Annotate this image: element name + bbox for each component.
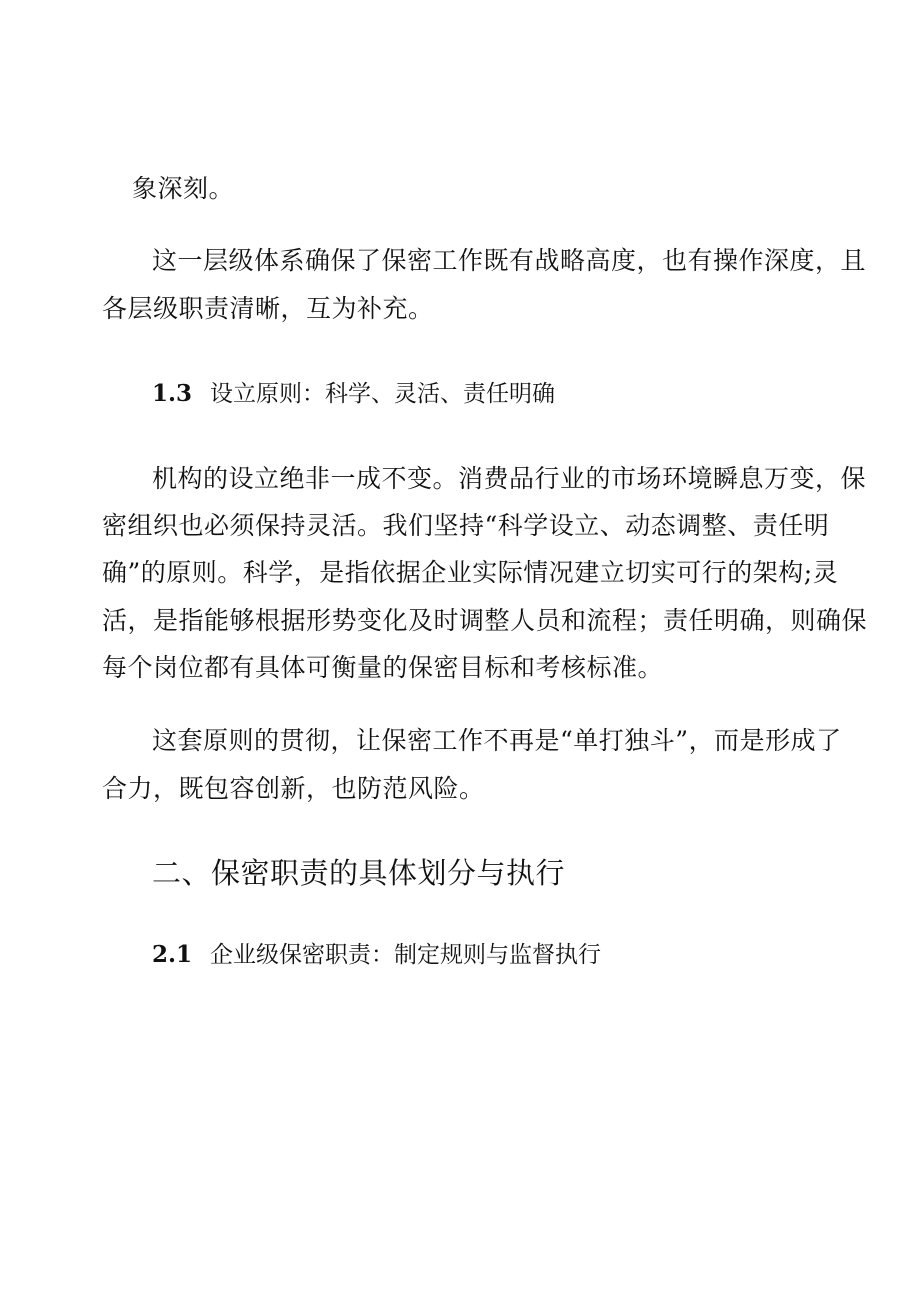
paragraph-principles-line-5: 每个岗位都有具体可衡量的保密目标和考核标准。 [102, 653, 664, 682]
section-1-3-number: 1.3 [152, 380, 193, 407]
paragraph-hierarchy-line-1: 这一层级体系确保了保密工作既有战略高度，也有操作深度，且 [152, 246, 867, 275]
paragraph-principles-line-1: 机构的设立绝非一成不变。消费品行业的市场环境瞬息万变，保 [152, 464, 867, 493]
section-1-3-title: 设立原则：科学、灵活、责任明确 [210, 381, 556, 407]
paragraph-implementation-line-1: 这套原则的贯彻，让保密工作不再是“单打独斗”，而是形成了 [152, 726, 842, 755]
paragraph-hierarchy-line-2: 各层级职责清晰，互为补充。 [102, 294, 434, 323]
section-2-1-title: 企业级保密职责：制定规则与监督执行 [210, 942, 602, 968]
continuation-line: 象深刻。 [132, 174, 235, 203]
chapter-2-heading: 二、保密职责的具体划分与执行 [152, 856, 566, 890]
paragraph-principles-line-2: 密组织也必须保持灵活。我们坚持“科学设立、动态调整、责任明 [102, 511, 830, 540]
section-1-3-heading [152, 377, 555, 411]
section-2-1-heading [152, 938, 601, 972]
paragraph-principles-line-4: 活，是指能够根据形势变化及时调整人员和流程；责任明确，则确保 [102, 606, 868, 635]
section-2-1-number: 2.1 [152, 941, 193, 968]
paragraph-implementation-line-2: 合力，既包容创新，也防范风险。 [102, 774, 485, 803]
paragraph-principles-line-3: 确”的原则。科学，是指依据企业实际情况建立切实可行的架构;灵 [102, 558, 839, 587]
